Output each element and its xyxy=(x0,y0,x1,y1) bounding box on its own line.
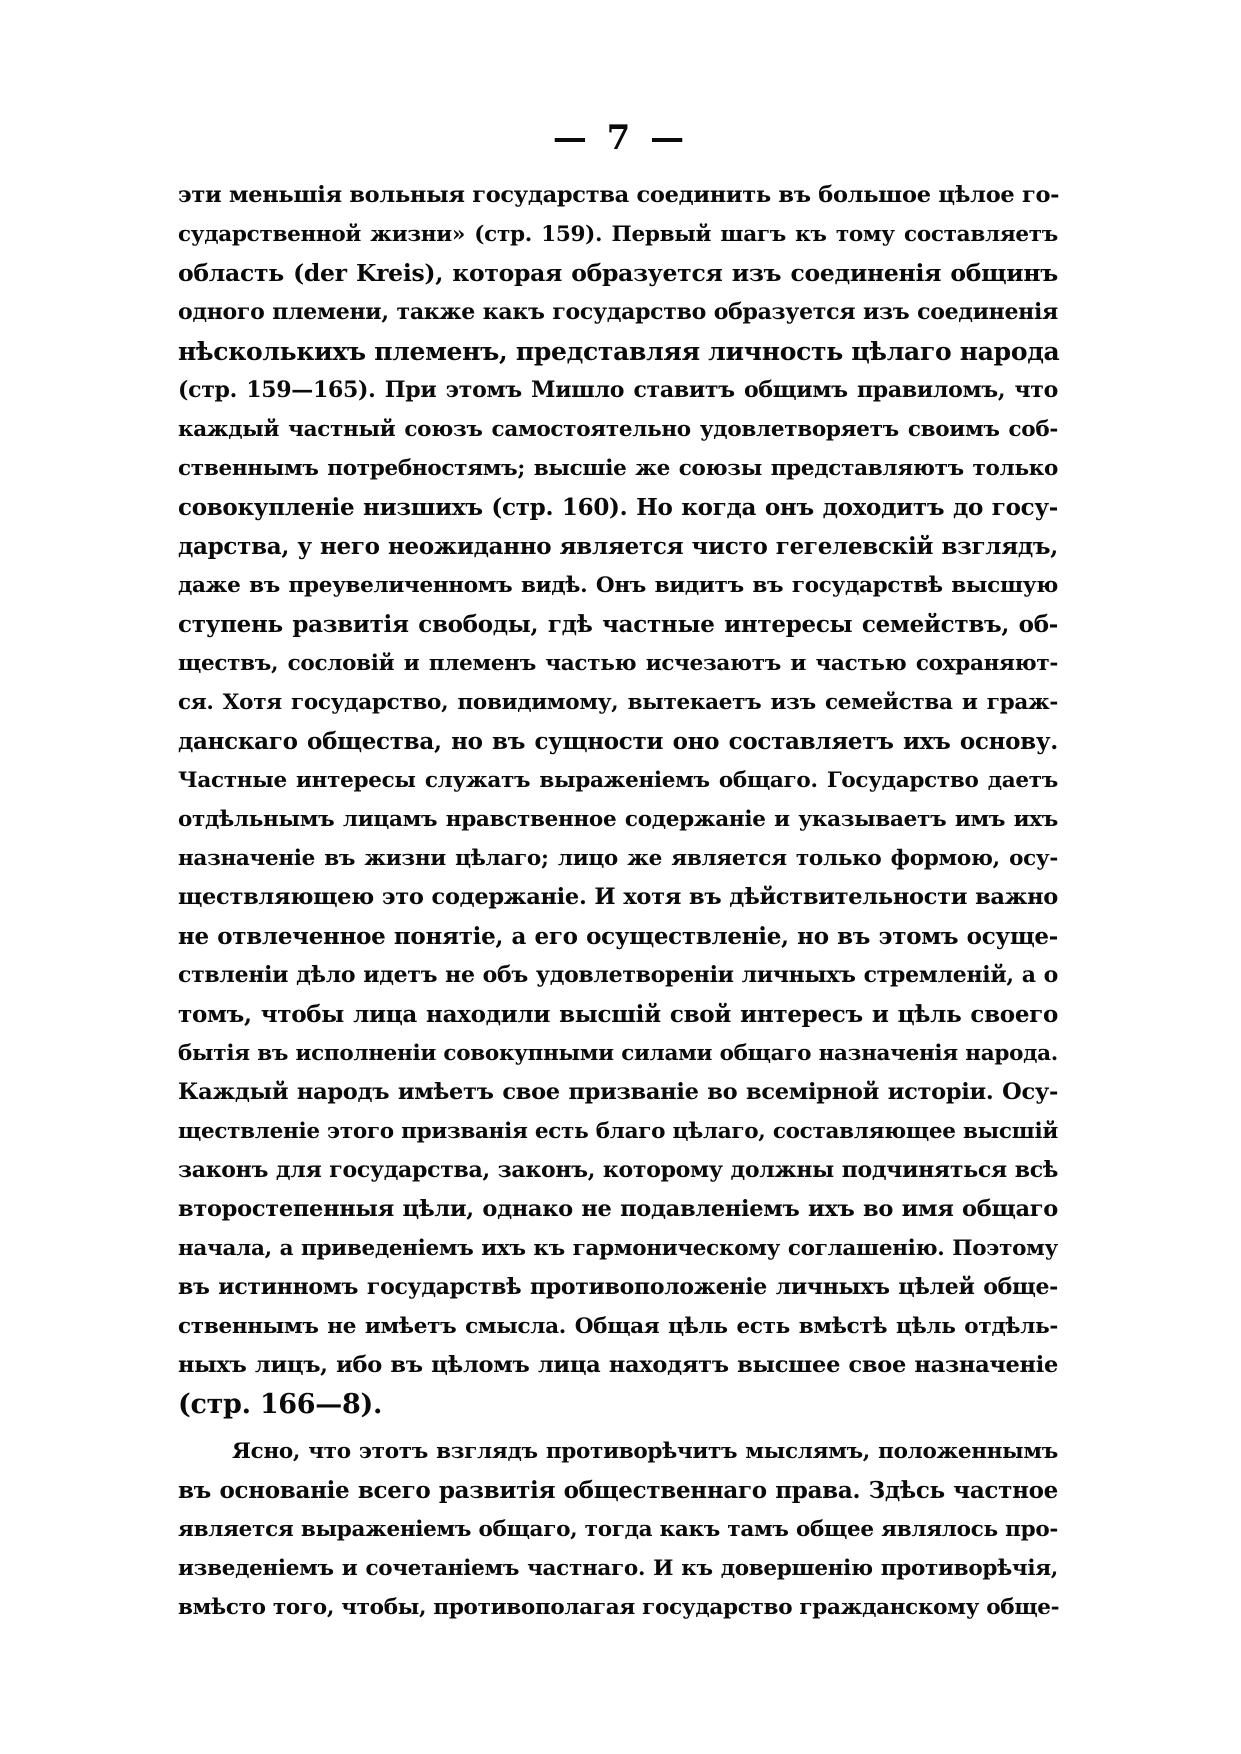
text-line: (стр. 166—8). xyxy=(178,1389,383,1420)
paragraph-gap xyxy=(178,1424,1058,1432)
text-line: не отвлеченное понятіе, а его осуществленіе, но въ этомъ осуще- xyxy=(178,923,1058,950)
text-line: область (der Kreis), которая образуется изъ соединенія общинъ xyxy=(178,259,1058,287)
text-line: (стр. 159—165). При этомъ Мишло ставитъ общимъ правиломъ, что xyxy=(178,377,1058,403)
paragraph-2 xyxy=(178,1432,1058,1627)
text-line: ществленіе этого призванія есть благо цѣлаго, составляющее высшій xyxy=(178,1119,1058,1144)
text-line: Каждый народъ имѣетъ свое призваніе во всемірной исторіи. Осу- xyxy=(178,1079,1058,1105)
text-line: является выраженіемъ общаго, тогда какъ тамъ общее являлось про- xyxy=(178,1517,1058,1542)
text-line: ственнымъ потребностямъ; высшіе же союзы представляютъ только xyxy=(178,456,1058,481)
text-line: ныхъ лицъ, ибо въ цѣломъ лица находятъ высшее свое назначеніе xyxy=(178,1352,1058,1378)
text-line: назначеніе въ жизни цѣлаго; лицо же является только формою, осу- xyxy=(178,846,1058,871)
text-line: томъ, чтобы лица находили высшій свой интересъ и цѣль своего xyxy=(178,1001,1058,1028)
text-line: начала, а приведеніемъ ихъ къ гармоническому соглашенію. Поэтому xyxy=(178,1236,1058,1261)
text-line: въ основаніе всего развитія общественнаго права. Здѣсь частное xyxy=(178,1477,1058,1504)
text-line: бытія въ исполненіи совокупными силами общаго назначенія народа. xyxy=(178,1041,1058,1066)
text-line: ствленіи дѣло идетъ не объ удовлетвореніи личныхъ стремленій, а о xyxy=(178,962,1058,988)
text-line: ществляющею это содержаніе. И хотя въ дѣйствительности важно xyxy=(178,884,1058,910)
text-line: эти меньшія вольныя государства соединить въ большое цѣлое го- xyxy=(178,182,1060,208)
text-line: вмѣсто того, чтобы, противополагая государство гражданскому обще- xyxy=(178,1595,1060,1620)
text-line: изведеніемъ и сочетаніемъ частнаго. И къ довершенію противорѣчія, xyxy=(178,1556,1058,1581)
text-line: совокупленіе низшихъ (стр. 160). Но когда онъ доходитъ до госу- xyxy=(178,494,1058,521)
text-line: въ истинномъ государствѣ противоположеніе личныхъ цѣлей обще- xyxy=(178,1274,1058,1300)
text-line: ственнымъ не имѣетъ смысла. Общая цѣль есть вмѣстѣ цѣль отдѣль- xyxy=(178,1314,1058,1339)
text-line: ществъ, сословій и племенъ частью исчезаютъ и частью сохраняют- xyxy=(178,651,1058,676)
page-number: — 7 — xyxy=(552,118,689,158)
text-line: данскаго общества, но въ сущности оно составляетъ ихъ основу. xyxy=(178,728,1058,755)
text-line: ступень развитія свободы, гдѣ частные интересы семействъ, об- xyxy=(178,611,1058,638)
text-line: даже въ преувеличенномъ видѣ. Онъ видитъ въ государствѣ высшую xyxy=(178,573,1058,598)
text-line: нѣсколькихъ племенъ, представляя личность цѣлаго народа xyxy=(178,337,1060,366)
text-line: законъ для государства, законъ, которому должны подчиняться всѣ xyxy=(178,1157,1058,1183)
text-line: ся. Хотя государство, повидимому, вытекаетъ изъ семейства и граж- xyxy=(178,690,1058,715)
paragraph-1 xyxy=(178,176,1058,1424)
body-text xyxy=(178,176,1058,1627)
text-line: Частные интересы служатъ выраженіемъ общаго. Государство даетъ xyxy=(178,768,1058,793)
text-line: дарства, у него неожиданно является чисто гегелевскій взглядъ, xyxy=(178,533,1058,560)
text-line: сударственной жизни» (стр. 159). Первый шагъ къ тому составляетъ xyxy=(178,222,1058,247)
text-line: одного племени, также какъ государство образуется изъ соединенія xyxy=(178,299,1058,325)
text-line: второстепенныя цѣли, однако не подавленіемъ ихъ во имя общаго xyxy=(178,1196,1058,1222)
text-line: Ясно, что этотъ взглядъ противорѣчитъ мыслямъ, положеннымъ xyxy=(232,1439,1058,1464)
text-line: каждый частный союзъ самостоятельно удовлетворяетъ своимъ соб- xyxy=(178,417,1058,442)
text-line: отдѣльнымъ лицамъ нравственное содержаніе и указываетъ имъ ихъ xyxy=(178,807,1058,832)
